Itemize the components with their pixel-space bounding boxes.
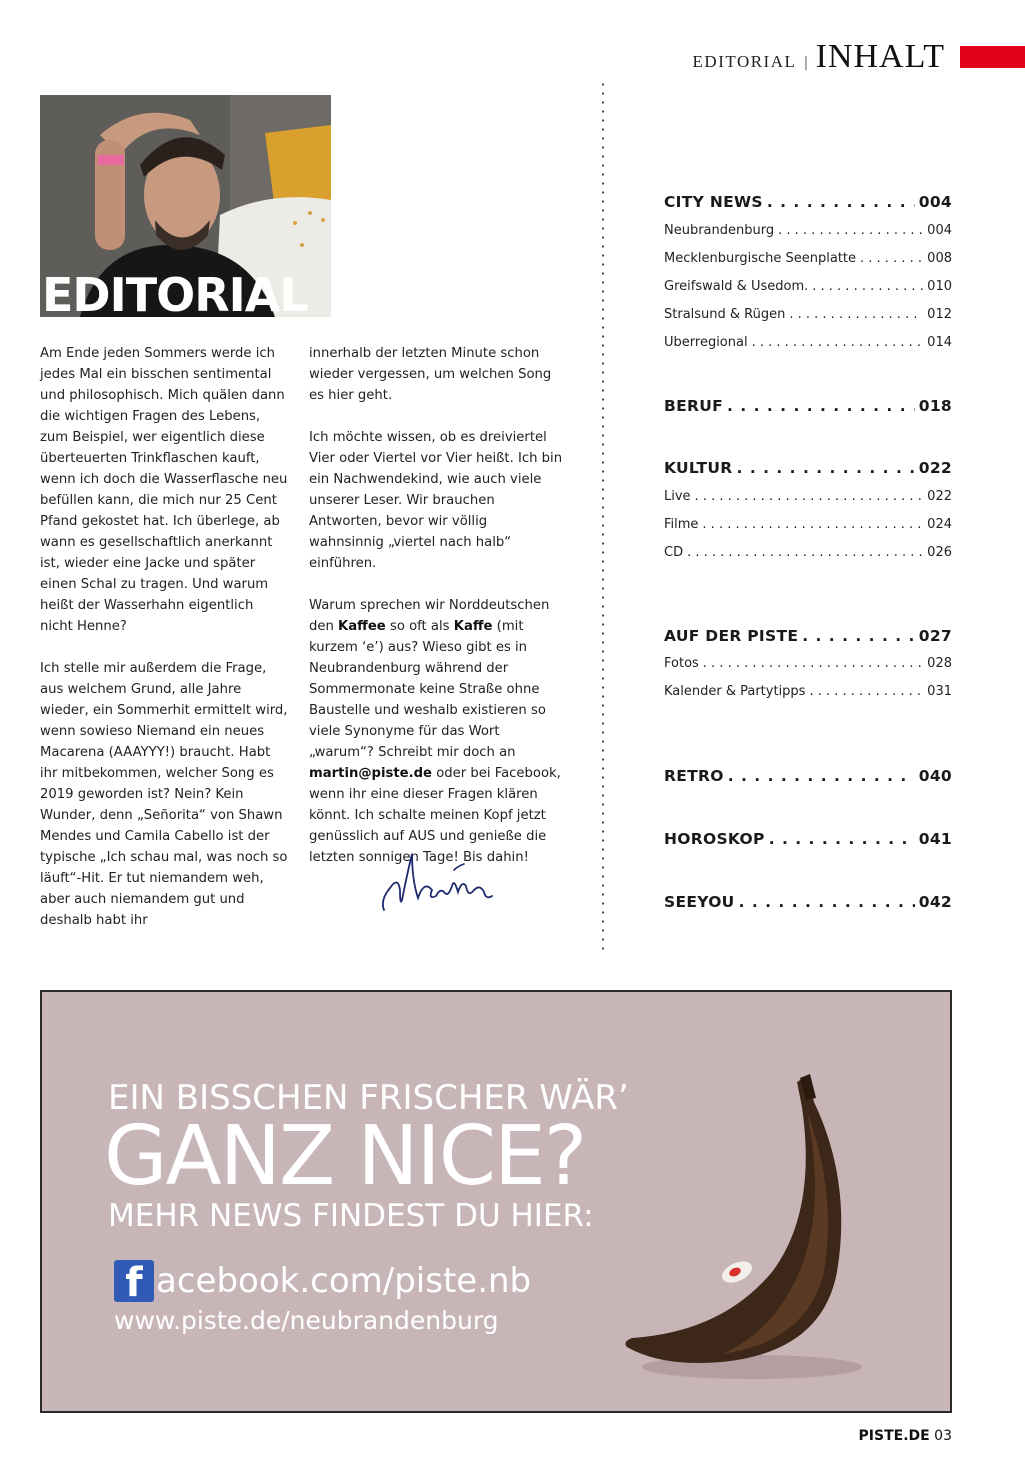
toc-leader-dots bbox=[802, 627, 915, 645]
toc-leader-dots bbox=[737, 459, 915, 477]
toc-label: Kalender & Partytipps bbox=[664, 684, 806, 699]
toc-leader-dots bbox=[687, 545, 923, 560]
toc-page-number: 042 bbox=[918, 893, 952, 911]
toc-leader-dots bbox=[769, 830, 915, 848]
email-link[interactable]: martin@piste.de bbox=[309, 766, 432, 781]
facebook-url: acebook.com/piste.nb bbox=[156, 1261, 532, 1301]
banana-image bbox=[602, 1062, 902, 1392]
editorial-paragraph: Ich stelle mir außerdem die Frage, aus welchem Grund, alle Jahre wieder, ein Sommerhit ermittelt wird, wenn sowieso Niemand ein neues Macarena (AAAYYY!) braucht. Habt ihr mitbekommen, welcher Song es 2019 geworden ist? Nein? Kein Wunder, denn „Señorita“ von Shawn Mendes und Camila Cabello ist der typische „Ich schau mal, was noch so läuft“-Hit. Er tut niemandem weh, aber auch niemandem gut und deshalb habt ihr bbox=[40, 661, 288, 928]
toc-section[interactable] bbox=[664, 397, 952, 415]
editorial-column-1 bbox=[40, 343, 290, 952]
toc-subsection[interactable] bbox=[664, 517, 952, 532]
toc-page-number: 040 bbox=[918, 767, 952, 785]
signature-martin bbox=[378, 840, 498, 920]
bold-word-kaffe: Kaffe bbox=[453, 619, 493, 634]
toc-leader-dots bbox=[767, 193, 915, 211]
facebook-icon: f bbox=[114, 1260, 154, 1302]
advertisement-banner[interactable] bbox=[40, 990, 952, 1413]
header-editorial-label: EDITORIAL bbox=[692, 52, 797, 71]
toc-page-number: 026 bbox=[927, 545, 952, 560]
page-number: 03 bbox=[934, 1428, 952, 1444]
toc-subsection[interactable] bbox=[664, 335, 952, 350]
toc-label: AUF DER PISTE bbox=[664, 627, 799, 645]
text-span: (mit kurzem ‘e’) aus? Wieso gibt es in Neubrandenburg während der Sommermonate keine Straße ohne Baustelle und weshalb existieren so viele Synonyme für das Wort „warum“? Schreibt mir doch an bbox=[309, 619, 546, 760]
footer-site: PISTE.DE bbox=[858, 1428, 930, 1444]
toc-page-number: 028 bbox=[927, 656, 952, 671]
editorial-paragraph bbox=[309, 595, 564, 868]
toc-label: CD bbox=[664, 545, 684, 560]
toc-label: Mecklenburgische Seenplatte bbox=[664, 251, 857, 266]
toc-page-number: 012 bbox=[927, 307, 952, 322]
toc-leader-dots bbox=[727, 397, 915, 415]
page-footer bbox=[859, 1428, 952, 1444]
toc-label: RETRO bbox=[664, 767, 724, 785]
ad-headline-3: MEHR NEWS FINDEST DU HIER: bbox=[108, 1198, 594, 1234]
toc-label: Neubrandenburg bbox=[664, 223, 775, 238]
toc-leader-dots bbox=[809, 684, 923, 699]
toc-leader-dots bbox=[695, 489, 924, 504]
text-span: Warum sprechen wir Norddeutschen den bbox=[309, 598, 550, 634]
toc-leader-dots bbox=[778, 223, 923, 238]
toc-subsection[interactable] bbox=[664, 223, 952, 238]
toc-label: Fotos bbox=[664, 656, 699, 671]
toc-leader-dots bbox=[752, 335, 924, 350]
toc-subsection[interactable] bbox=[664, 489, 952, 504]
toc-label: BERUF bbox=[664, 397, 724, 415]
toc-page-number: 018 bbox=[918, 397, 952, 415]
toc-section[interactable] bbox=[664, 459, 952, 477]
accent-bar bbox=[960, 46, 1025, 68]
text-span: so oft als bbox=[385, 619, 454, 634]
website-link[interactable]: www.piste.de/neubrandenburg bbox=[114, 1306, 499, 1335]
toc-leader-dots bbox=[728, 767, 915, 785]
toc-page-number: 010 bbox=[927, 279, 952, 294]
toc-subsection[interactable] bbox=[664, 656, 952, 671]
toc-subsection[interactable] bbox=[664, 545, 952, 560]
ad-headline-2: GANZ NICE? bbox=[104, 1109, 586, 1204]
editorial-title: EDITORIAL bbox=[42, 272, 308, 317]
editorial-column-2 bbox=[309, 343, 564, 889]
toc-leader-dots bbox=[739, 893, 915, 911]
editorial-paragraph: innerhalb der letzten Minute schon wieder vergessen, um welchen Song es hier geht. bbox=[309, 346, 552, 403]
column-divider bbox=[602, 80, 604, 952]
toc-subsection[interactable] bbox=[664, 684, 952, 699]
toc-section[interactable] bbox=[664, 830, 952, 848]
toc-label: Filme bbox=[664, 517, 699, 532]
toc-section[interactable] bbox=[664, 193, 952, 211]
toc-section[interactable] bbox=[664, 893, 952, 911]
toc-page-number: 024 bbox=[927, 517, 952, 532]
toc-leader-dots bbox=[860, 251, 923, 266]
ad-headline-1: EIN BISSCHEN FRISCHER WÄR’ bbox=[108, 1078, 629, 1118]
toc-page-number: 022 bbox=[927, 489, 952, 504]
toc-leader-dots bbox=[812, 279, 923, 294]
toc-section[interactable] bbox=[664, 767, 952, 785]
toc-label: Greifswald & Usedom. bbox=[664, 279, 809, 294]
editorial-paragraph: Am Ende jeden Sommers werde ich jedes Mal ein bisschen sentimental und philosophisch. Mich quälen dann die wichtigen Fragen des Lebens, zum Beispiel, wer eigentlich diese überteuerten Trinkflaschen kauft, wenn ich doch die Wasserflasche neu befüllen kann, die mich nur 25 Cent Pfand gekostet hat. Ich überlege, ab wann es gesellschaftlich anerkannt ist, wieder eine Jacke und später einen Schal zu tragen. Und warum heißt der Wasserhahn eigentlich nicht Henne? bbox=[40, 346, 288, 634]
toc-leader-dots bbox=[702, 517, 923, 532]
header-separator: | bbox=[804, 54, 808, 71]
toc-page-number: 041 bbox=[918, 830, 952, 848]
toc-label: KULTUR bbox=[664, 459, 733, 477]
toc-page-number: 022 bbox=[918, 459, 952, 477]
text-span: oder bei Facebook, wenn ihr eine dieser Fragen klären könnt. Ich schalte meinen Kopf jetzt genüsslich auf AUS und genieße die letzten sonnigen Tage! Bis dahin! bbox=[309, 766, 561, 865]
toc-page-number: 008 bbox=[927, 251, 952, 266]
toc-label: HOROSKOP bbox=[664, 830, 765, 848]
toc-page-number: 027 bbox=[918, 627, 952, 645]
bold-word-kaffee: Kaffee bbox=[338, 619, 386, 634]
toc-section[interactable] bbox=[664, 627, 952, 645]
toc-leader-dots bbox=[703, 656, 923, 671]
toc-subsection[interactable] bbox=[664, 251, 952, 266]
toc-page-number: 004 bbox=[927, 223, 952, 238]
toc-label: Überregional bbox=[664, 335, 748, 350]
toc-page-number: 004 bbox=[918, 193, 952, 211]
toc-page-number: 014 bbox=[927, 335, 952, 350]
toc-leader-dots bbox=[789, 307, 923, 322]
toc-subsection[interactable] bbox=[664, 307, 952, 322]
toc-label: Live bbox=[664, 489, 691, 504]
page-header bbox=[693, 38, 945, 76]
toc-subsection[interactable] bbox=[664, 279, 952, 294]
toc-label: Stralsund & Rügen bbox=[664, 307, 786, 322]
toc-page-number: 031 bbox=[927, 684, 952, 699]
header-inhalt-label: INHALT bbox=[815, 38, 945, 75]
toc-label: CITY NEWS bbox=[664, 193, 763, 211]
toc-label: SEEYOU bbox=[664, 893, 735, 911]
editorial-paragraph: Ich möchte wissen, ob es dreiviertel Vier oder Viertel vor Vier heißt. Ich bin ein Nachwendekind, wie auch viele unserer Leser. Wir brauchen Antworten, bevor wir völlig wahnsinnig „viertel nach halb“ einführen. bbox=[309, 430, 563, 571]
facebook-link[interactable] bbox=[114, 1260, 532, 1306]
